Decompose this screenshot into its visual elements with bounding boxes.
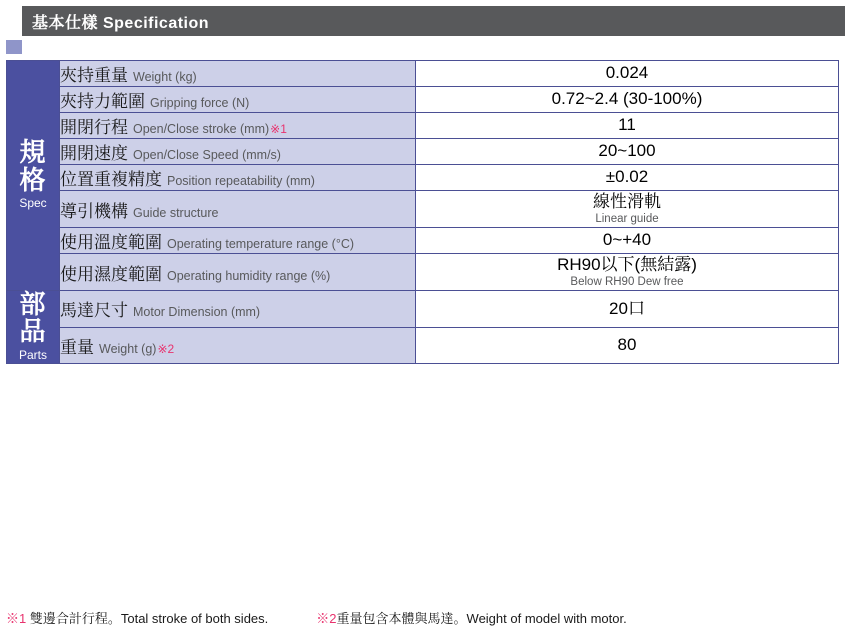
row-label-cn: 使用濕度範圍 bbox=[60, 264, 162, 284]
row-value bbox=[416, 254, 839, 291]
row-label bbox=[60, 228, 416, 254]
footnote-1-mark: ※1 bbox=[6, 611, 27, 626]
row-label bbox=[60, 113, 416, 139]
row-value bbox=[416, 191, 839, 228]
footnote-2-mark: ※2 bbox=[316, 611, 337, 626]
row-label bbox=[60, 139, 416, 165]
row-label-note: ※1 bbox=[270, 122, 287, 136]
footnote-1-cn: 雙邊合計行程。 bbox=[26, 611, 121, 626]
category-spec bbox=[7, 61, 60, 291]
row-label-en: Weight (kg) bbox=[133, 70, 197, 84]
row-label-cn: 夾持力範圍 bbox=[60, 92, 145, 111]
row-label-cn: 導引機構 bbox=[60, 201, 128, 221]
row-value bbox=[416, 228, 839, 254]
footnote-1 bbox=[6, 608, 268, 627]
table-row bbox=[7, 139, 839, 165]
table-row bbox=[7, 254, 839, 291]
row-label-cn: 使用溫度範圍 bbox=[60, 233, 162, 253]
row-value-main: 線性滑軌 bbox=[593, 192, 661, 211]
page-title bbox=[32, 10, 209, 33]
row-label-cn: 夾持重量 bbox=[60, 66, 128, 85]
category-parts-label-cn: 部品 bbox=[19, 289, 47, 347]
table-row bbox=[7, 291, 839, 328]
specification-table bbox=[6, 60, 839, 364]
row-label bbox=[60, 191, 416, 228]
category-parts-label-en: Parts bbox=[18, 347, 47, 362]
row-value bbox=[416, 291, 839, 328]
decorative-square bbox=[6, 40, 22, 54]
footnote-2 bbox=[316, 608, 626, 627]
row-value-main: 0.72~2.4 (30-100%) bbox=[551, 89, 703, 109]
footnotes bbox=[6, 608, 839, 627]
row-value bbox=[416, 113, 839, 139]
row-value-main: 80 bbox=[617, 335, 637, 355]
category-spec-label-cn: 規格 bbox=[19, 137, 47, 195]
footnote-1-en: Total stroke of both sides. bbox=[120, 611, 269, 626]
footnote-2-cn: 重量包含本體與馬達。 bbox=[336, 611, 467, 626]
table-row bbox=[7, 191, 839, 228]
row-label-en: Weight (g) bbox=[99, 341, 157, 356]
row-label-en: Motor Dimension (mm) bbox=[133, 305, 261, 320]
row-label-en: Open/Close stroke (mm) bbox=[133, 122, 270, 136]
row-value bbox=[416, 139, 839, 165]
row-value-main: 20~100 bbox=[598, 141, 656, 161]
row-label-cn: 位置重複精度 bbox=[60, 170, 162, 189]
page-title-cn: 基本仕樣 bbox=[32, 14, 99, 32]
header-accent-block bbox=[0, 6, 22, 36]
category-spec-label-en: Spec bbox=[19, 196, 47, 211]
table-row bbox=[7, 61, 839, 87]
row-value-main: ±0.02 bbox=[605, 167, 649, 187]
row-label bbox=[60, 87, 416, 113]
row-label bbox=[60, 61, 416, 87]
row-label-en: Gripping force (N) bbox=[150, 96, 250, 110]
row-label bbox=[60, 165, 416, 191]
row-label-cn: 開閉行程 bbox=[60, 118, 128, 137]
row-label-cn: 重量 bbox=[60, 337, 94, 357]
row-value-main: 0.024 bbox=[605, 63, 649, 83]
row-value-main: 0~+40 bbox=[602, 230, 652, 250]
footnote-2-en: Weight of model with motor. bbox=[466, 611, 627, 626]
row-label-en: Operating humidity range (%) bbox=[167, 268, 331, 283]
row-value-main: 11 bbox=[618, 115, 636, 135]
table-row bbox=[7, 327, 839, 364]
row-label-en: Position repeatability (mm) bbox=[167, 174, 315, 188]
row-value-main: 20口 bbox=[609, 298, 645, 318]
row-label bbox=[60, 254, 416, 291]
row-value bbox=[416, 87, 839, 113]
row-label-note: ※2 bbox=[157, 341, 175, 356]
section-header bbox=[0, 6, 845, 36]
table-row bbox=[7, 228, 839, 254]
row-label-en: Operating temperature range (°C) bbox=[167, 237, 355, 252]
row-value bbox=[416, 327, 839, 364]
table-row bbox=[7, 113, 839, 139]
category-parts bbox=[7, 291, 60, 364]
row-label bbox=[60, 327, 416, 364]
table-row bbox=[7, 165, 839, 191]
row-value-sub: Linear guide bbox=[595, 213, 659, 226]
row-label-en: Guide structure bbox=[133, 205, 219, 220]
row-value bbox=[416, 165, 839, 191]
row-label bbox=[60, 291, 416, 328]
row-value bbox=[416, 61, 839, 87]
row-value-sub: Below RH90 Dew free bbox=[570, 276, 684, 289]
row-label-en: Open/Close Speed (mm/s) bbox=[133, 148, 281, 162]
table-row bbox=[7, 87, 839, 113]
row-value-main: RH90以下(無結露) bbox=[557, 255, 697, 275]
specification-table-wrapper bbox=[6, 60, 839, 364]
row-label-cn: 開閉速度 bbox=[60, 144, 128, 163]
row-label-cn: 馬達尺寸 bbox=[60, 301, 128, 321]
page-title-en: Specification bbox=[102, 14, 210, 32]
